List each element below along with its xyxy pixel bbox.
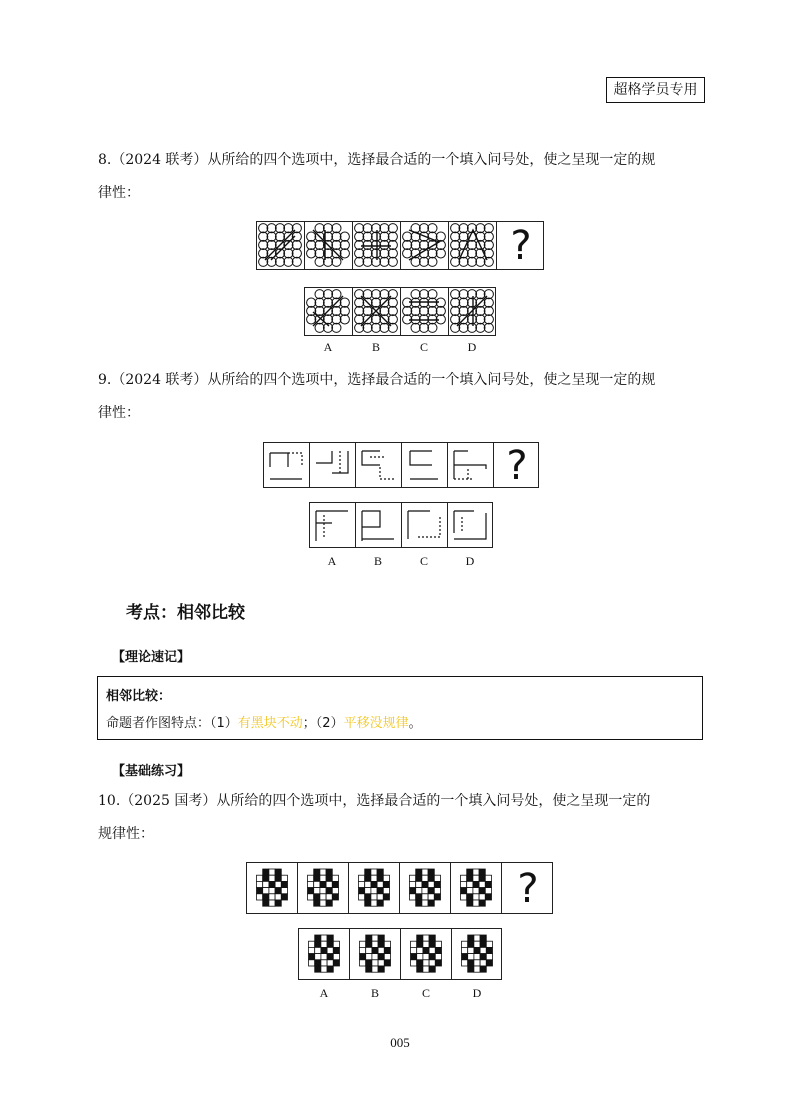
q9-stem-fig-1 <box>264 443 310 487</box>
question-9-text <box>98 364 704 430</box>
q8-option-d[interactable] <box>449 288 497 335</box>
header-tag: 超格学员专用 <box>606 77 705 103</box>
q10-question-mark: ? <box>517 866 539 912</box>
q9-label-d: D <box>465 554 475 568</box>
theory-middle: ；（2） <box>302 716 344 731</box>
q8-stem-fig-2 <box>305 222 353 269</box>
question-9-line2: 律性： <box>98 405 140 421</box>
page-number: 005 <box>390 1035 410 1050</box>
q8-label-d: D <box>467 340 477 354</box>
q9-stem-fig-4 <box>402 443 448 487</box>
q10-option-b[interactable] <box>350 929 401 979</box>
practice-label: 【基础练习】 <box>112 764 191 779</box>
q10-stem-figures <box>246 862 553 914</box>
q8-stem-fig-3 <box>353 222 401 269</box>
question-8-line2: 律性： <box>98 185 140 201</box>
section-title: 考点：相邻比较 <box>126 603 245 623</box>
q10-option-d[interactable] <box>452 929 503 979</box>
question-8-line1: 8.（2024 联考）从所给的四个选项中，选择最合适的一个填入问号处，使之呈现一定的规 <box>98 152 656 168</box>
question-10-line1: 10.（2025 国考）从所给的四个选项中，选择最合适的一个填入问号处，使之呈现一定的 <box>98 793 651 809</box>
q9-option-a[interactable] <box>310 503 356 547</box>
q9-stem-fig-3 <box>356 443 402 487</box>
q9-option-c[interactable] <box>402 503 448 547</box>
q8-stem-figures <box>256 221 544 270</box>
theory-point-2: 平移没规律 <box>343 716 409 731</box>
q9-label-a: A <box>327 554 337 568</box>
q9-option-figures <box>309 502 493 548</box>
q10-stem-fig-3 <box>349 863 400 913</box>
q10-stem-fig-2 <box>298 863 349 913</box>
q8-option-c[interactable] <box>401 288 449 335</box>
theory-box-line <box>106 712 422 731</box>
q8-option-b[interactable] <box>353 288 401 335</box>
theory-point-1: 有黑块不动 <box>237 716 303 731</box>
q10-label-b: B <box>370 986 379 1000</box>
q8-label-c: C <box>419 340 428 354</box>
q9-stem-fig-2 <box>310 443 356 487</box>
theory-label: 【理论速记】 <box>112 650 191 665</box>
q9-option-d[interactable] <box>448 503 494 547</box>
question-10-text <box>98 785 704 851</box>
q10-label-d: D <box>472 986 482 1000</box>
q9-stem-figures <box>263 442 539 488</box>
theory-box-title: 相邻比较： <box>106 689 172 704</box>
q10-label-a: A <box>319 986 329 1000</box>
theory-prefix: 命题者作图特点：（1） <box>106 716 238 731</box>
q10-stem-fig-5 <box>451 863 502 913</box>
theory-box <box>97 676 703 740</box>
q9-option-b[interactable] <box>356 503 402 547</box>
q10-option-a[interactable] <box>299 929 350 979</box>
q9-stem-fig-5 <box>448 443 494 487</box>
q9-label-c: C <box>419 554 428 568</box>
q10-stem-fig-4 <box>400 863 451 913</box>
q10-stem-fig-1 <box>247 863 298 913</box>
q8-label-a: A <box>323 340 333 354</box>
question-9-line1: 9.（2024 联考）从所给的四个选项中，选择最合适的一个填入问号处，使之呈现一定的规 <box>98 372 656 388</box>
q10-option-figures <box>298 928 502 980</box>
question-10-line2: 规律性： <box>98 826 154 842</box>
q8-stem-fig-1 <box>257 222 305 269</box>
q8-option-a[interactable] <box>305 288 353 335</box>
theory-suffix: 。 <box>408 716 422 731</box>
question-8-text <box>98 144 704 210</box>
q9-label-b: B <box>373 554 382 568</box>
q8-stem-fig-5 <box>449 222 497 269</box>
q8-question-mark: ? <box>510 223 532 269</box>
q8-stem-fig-4 <box>401 222 449 269</box>
q10-option-c[interactable] <box>401 929 452 979</box>
q9-question-mark: ? <box>506 443 528 489</box>
q10-label-c: C <box>421 986 430 1000</box>
q8-label-b: B <box>371 340 380 354</box>
q8-option-figures <box>304 287 496 336</box>
